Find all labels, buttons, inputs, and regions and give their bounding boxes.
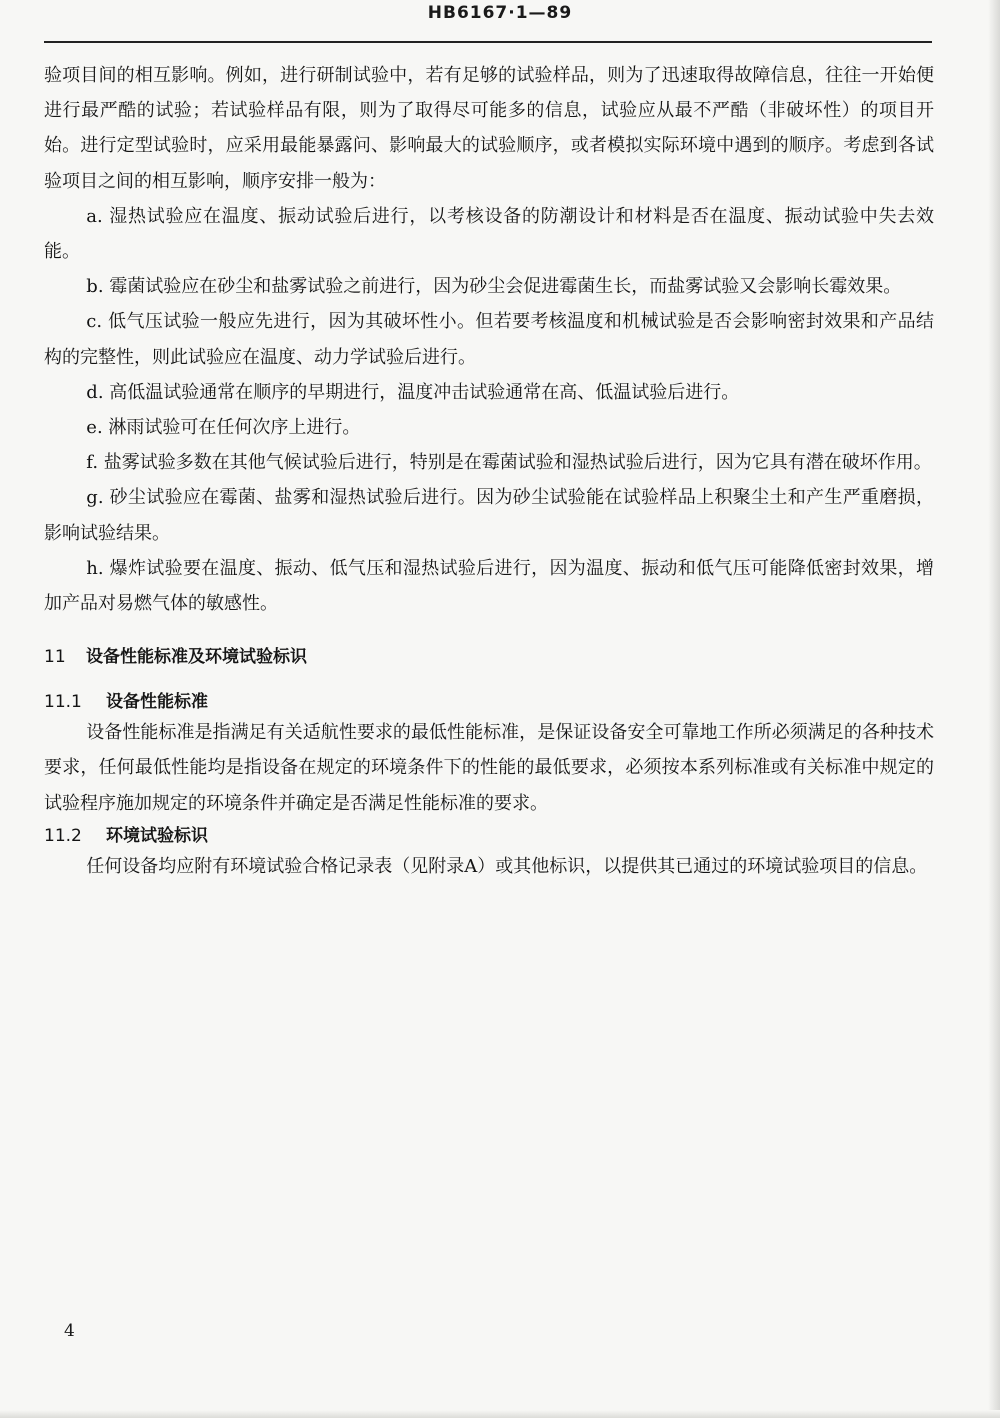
page-bottom-edge bbox=[0, 1410, 1000, 1418]
section-11-1-heading bbox=[44, 689, 934, 715]
section-11-1-number: 11.1 bbox=[44, 692, 82, 713]
section-11-1-title: 设备性能标准 bbox=[106, 692, 208, 713]
list-item-d: d. 高低温试验通常在顺序的早期进行，温度冲击试验通常在高、低温试验后进行。 bbox=[86, 381, 740, 403]
standard-code: HB6167·1—89 bbox=[427, 3, 573, 23]
section-11-title: 设备性能标准及环境试验标识 bbox=[86, 647, 307, 668]
page-number: 4 bbox=[64, 1321, 75, 1341]
list-item-g: g. 砂尘试验应在霉菌、盐雾和湿热试验后进行。因为砂尘试验能在试验样品上积聚尘土和产生严重磨损，影响试验结果。 bbox=[44, 487, 934, 544]
section-11-2-text: 任何设备均应附有环境试验合格记录表（见附录A）或其他标识，以提供其已通过的环境试验项目的信息。 bbox=[86, 855, 928, 877]
list-item-c: c. 低气压试验一般应先进行，因为其破坏性小。但若要考核温度和机械试验是否会影响密封效果和产品结构的完整性，则此试验应在温度、动力学试验后进行。 bbox=[44, 311, 934, 368]
header-rule bbox=[44, 41, 932, 43]
list-item-f: f. 盐雾试验多数在其他气候试验后进行，特别是在霉菌试验和湿热试验后进行，因为它具有潜在破坏作用。 bbox=[86, 452, 932, 474]
document-body bbox=[44, 58, 934, 884]
intro-paragraph: 验项目间的相互影响。例如，进行研制试验中，若有足够的试验样品，则为了迅速取得故障信息，往往一开始便进行最严酷的试验；若试验样品有限，则为了取得尽可能多的信息，试验应从最不严酷（非破坏性）的项目开始。进行定型试验时，应采用最能暴露问、影响最大的试验顺序，或者模拟实际环境中遇到的顺序。考虑到各试验项目之间的相互影响，顺序安排一般为： bbox=[44, 65, 934, 192]
list-item-b: b. 霉菌试验应在砂尘和盐雾试验之前进行，因为砂尘会促进霉菌生长，而盐雾试验又会影响长霉效果。 bbox=[86, 276, 902, 298]
list-item-e: e. 淋雨试验可在任何次序上进行。 bbox=[86, 417, 361, 439]
section-11-2-heading bbox=[44, 823, 934, 849]
page-edge-shadow bbox=[988, 0, 1000, 1418]
list-item-a: a. 湿热试验应在温度、振动试验后进行，以考核设备的防潮设计和材料是否在温度、振动试验中失去效能。 bbox=[44, 205, 934, 263]
section-11-2-number: 11.2 bbox=[44, 825, 82, 846]
section-11-1-text: 设备性能标准是指满足有关适航性要求的最低性能标准，是保证设备安全可靠地工作所必须满足的各种技术要求，任何最低性能均是指设备在规定的环境条件下的性能的最低要求，必须按本系列标准或有关标准中规定的试验程序施加规定的环境条件并确定是否满足性能标准的要求。 bbox=[44, 722, 934, 814]
section-11-number: 11 bbox=[44, 647, 66, 668]
section-11-heading bbox=[44, 645, 934, 669]
list-item-h: h. 爆炸试验要在温度、振动、低气压和湿热试验后进行，因为温度、振动和低气压可能降低密封效果，增加产品对易燃气体的敏感性。 bbox=[44, 557, 934, 615]
section-11-2-title: 环境试验标识 bbox=[106, 825, 208, 846]
